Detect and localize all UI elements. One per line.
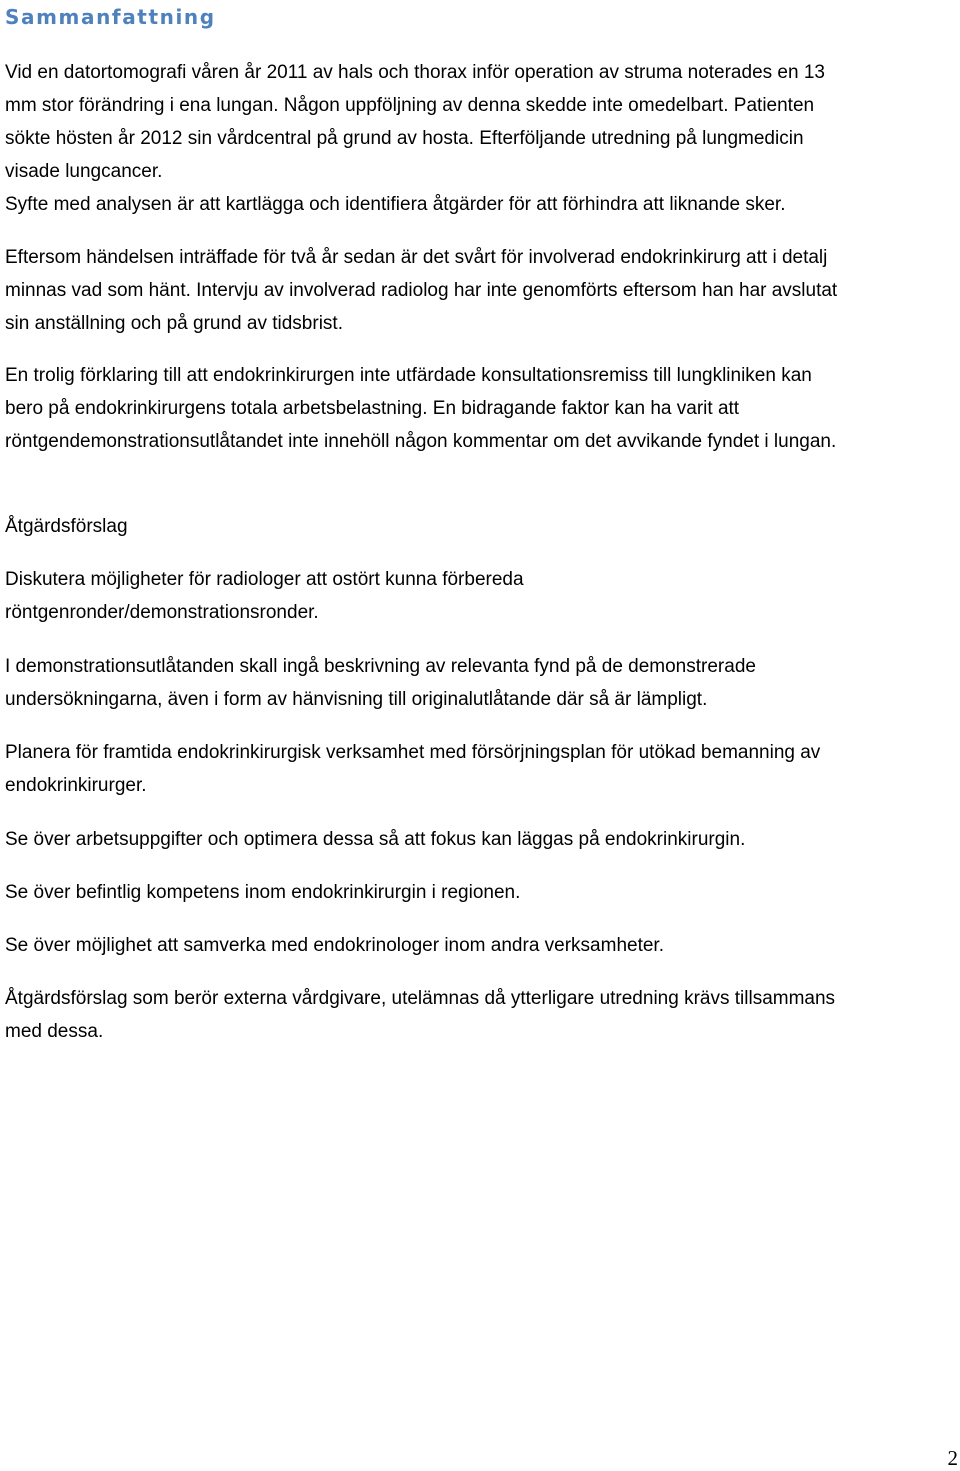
text-line: minnas vad som hänt. Intervju av involverad radiolog har inte genomförts eftersom han har avslutat [5,280,838,301]
section-heading-summary: Sammanfattning [5,5,216,29]
section-heading-actions [5,510,955,543]
text-line: endokrinkirurger. [5,775,147,796]
text-line: Eftersom händelsen inträffade för två år sedan är det svårt för involverad endokrinkirurg att i detalj [5,247,828,268]
text-line: sökte hösten år 2012 sin vårdcentral på grund av hosta. Efterföljande utredning på lungmedicin [5,128,804,149]
text-line: mm stor förändring i ena lungan. Någon uppföljning av denna skedde inte omedelbart. Patienten [5,95,815,116]
summary-paragraph-purpose [5,188,955,221]
action-item [5,982,955,1048]
page-number: 2 [947,1446,958,1470]
text-line: Åtgärdsförslag som berör externa vårdgivare, utelämnas då ytterligare utredning krävs tillsammans [5,988,836,1009]
text-line: röntgendemonstrationsutlåtandet inte innehöll någon kommentar om det avvikande fyndet i lungan. [5,431,837,452]
action-item [5,876,955,909]
text-line: Syfte med analysen är att kartlägga och identifiera åtgärder för att förhindra att liknande sker. [5,194,786,215]
text-line: bero på endokrinkirurgens totala arbetsbelastning. En bidragande faktor kan ha varit att [5,398,740,419]
text-line: Åtgärdsförslag [5,516,128,537]
text-line: Se över arbetsuppgifter och optimera dessa så att fokus kan läggas på endokrinkirurgin. [5,829,746,850]
text-line: Diskutera möjligheter för radiologer att ostört kunna förbereda [5,569,524,590]
text-line: Se över möjlighet att samverka med endokrinologer inom andra verksamheter. [5,935,664,956]
text-line: I demonstrationsutlåtanden skall ingå beskrivning av relevanta fynd på de demonstrerade [5,656,756,677]
action-item [5,929,955,962]
text-line: Planera för framtida endokrinkirurgisk verksamhet med försörjningsplan för utökad bemanning av [5,742,821,763]
text-line: En trolig förklaring till att endokrinkirurgen inte utfärdade konsultationsremiss till lungkliniken kan [5,365,812,386]
summary-paragraph-explanation [5,359,955,458]
summary-paragraph-background [5,56,955,188]
text-line: sin anställning och på grund av tidsbrist. [5,313,343,334]
action-item [5,563,955,629]
summary-paragraph-limitations [5,241,955,340]
action-item [5,823,955,856]
text-line: röntgenronder/demonstrationsronder. [5,602,319,623]
text-line: Se över befintlig kompetens inom endokrinkirurgin i regionen. [5,882,521,903]
text-line: visade lungcancer. [5,161,163,182]
text-line: undersökningarna, även i form av hänvisning till originalutlåtande där så är lämpligt. [5,689,708,710]
action-item [5,736,955,802]
text-line: med dessa. [5,1021,104,1042]
text-line: Vid en datortomografi våren år 2011 av hals och thorax inför operation av struma noterades en 13 [5,62,825,83]
action-item [5,650,955,716]
